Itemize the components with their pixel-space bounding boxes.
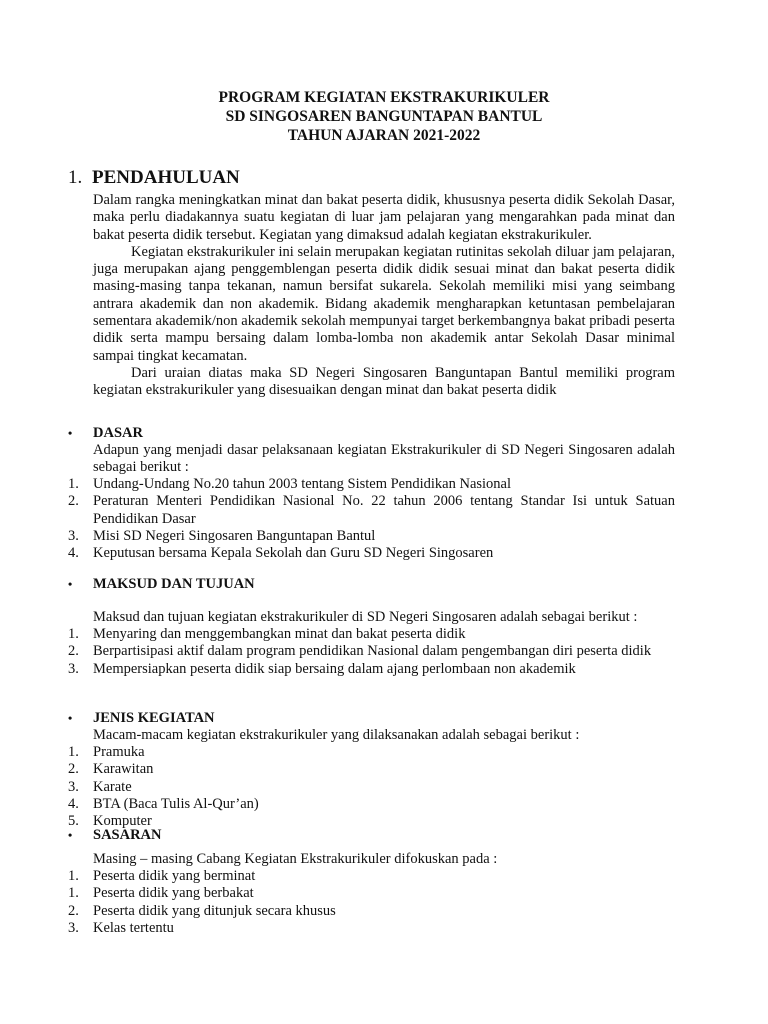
maksud-intro xyxy=(93,609,675,626)
bullet-icon: • xyxy=(68,711,73,725)
list-item: 1. Pramuka xyxy=(68,744,145,760)
jenis-intro xyxy=(93,727,675,744)
paragraph: Kegiatan ekstrakurikuler ini selain merupakan kegiatan rutinitas sekolah diluar jam pelajaran, juga merupakan ajang penggemblengan peserta didik didik sesuai minat dan bakat peserta didik masing-masing tanpa tekanan, namun bersifat sukarela. Sekolah memiliki misi yang seimbang antrara akademik dan non akademik. Bidang akademik mengharapkan ketuntasan pembelajaran sementara akademik/non akademik sekolah mempunyai target berkembangnya bakat pribadi peserta didik serta mampu bersaing dalam lomba-lomba non akademik antar Sekolah Dasar minimal sampai tingkat kecamatan. xyxy=(93,243,675,364)
bullet-icon: • xyxy=(68,828,73,842)
paragraph: Masing – masing Cabang Kegiatan Ekstrakurikuler difokuskan pada : xyxy=(93,851,498,867)
list-item: 4. Keputusan bersama Kepala Sekolah dan Guru SD Negeri Singosaren xyxy=(68,545,494,562)
section-title: SASARAN xyxy=(93,827,162,843)
list-item: 3. Karate xyxy=(68,778,132,795)
list-item: 2. Peraturan Menteri Pendidikan Nasional No. 22 tahun 2006 tentang Standar Isi untuk Satuan Pendidikan Dasar xyxy=(68,493,675,527)
list-item: 1. Peserta didik yang berbakat xyxy=(68,885,254,902)
paragraph: Macam-macam kegiatan ekstrakurikuler yang dilaksanakan adalah sebagai berikut : xyxy=(93,727,580,743)
section-title: JENIS KEGIATAN xyxy=(93,710,215,726)
list-item: 3. Mempersiapkan peserta didik siap bersaing dalam ajang perlombaan non akademik xyxy=(68,660,576,677)
bullet-icon: • xyxy=(68,426,73,440)
bullet-icon: • xyxy=(68,577,73,591)
title-line-1: PROGRAM KEGIATAN EKSTRAKURIKULER xyxy=(218,89,550,106)
section-number: 1. xyxy=(68,167,83,188)
paragraph: Dalam rangka meningkatkan minat dan bakat peserta didik, khususnya peserta didik Sekolah Dasar, maka perlu diadakannya suatu kegiatan di luar jam pelajaran yang mengarahkan pada minat dan bakat peserta didik tersebut. Kegiatan yang dimaksud adalah kegiatan ekstrakurikuler. xyxy=(93,192,675,243)
jenis-list xyxy=(68,744,675,830)
section-title: PENDAHULUAN xyxy=(92,167,240,188)
title-line-3: TAHUN AJARAN 2021-2022 xyxy=(287,127,481,144)
section-pendahuluan-heading xyxy=(68,167,240,189)
list-item: 2. Berpartisipasi aktif dalam program pendidikan Nasional dalam pengembangan diri peserta didik xyxy=(68,643,652,660)
section-sasaran-heading xyxy=(68,827,162,844)
section-title: MAKSUD DAN TUJUAN xyxy=(93,576,255,592)
document-title xyxy=(0,88,768,145)
list-item: 3. Misi SD Negeri Singosaren Banguntapan Bantul xyxy=(68,527,376,544)
paragraph: Maksud dan tujuan kegiatan ekstrakurikuler di SD Negeri Singosaren adalah sebagai berikut : xyxy=(93,609,638,625)
list-item: 5. Komputer xyxy=(68,813,152,830)
section-title: DASAR xyxy=(93,425,143,441)
list-item: 2. Karawitan xyxy=(68,761,154,778)
sasaran-list xyxy=(68,868,675,937)
paragraph: Adapun yang menjadi dasar pelaksanaan kegiatan Ekstrakurikuler di SD Negeri Singosaren adalah sebagai berikut : xyxy=(93,442,675,476)
sasaran-intro xyxy=(93,851,675,868)
section-jenis-heading xyxy=(68,710,215,727)
list-item: 4. BTA (Baca Tulis Al-Qur’an) xyxy=(68,795,259,812)
maksud-list xyxy=(68,626,675,678)
dasar-intro xyxy=(93,442,675,477)
paragraph: Dari uraian diatas maka SD Negeri Singosaren Banguntapan Bantul memiliki program kegiatan ekstrakurikuler yang disesuaikan dengan minat dan bakat peserta didik xyxy=(93,364,675,399)
list-item: 1. Menyaring dan menggembangkan minat dan bakat peserta didik xyxy=(68,626,466,642)
list-item: 3. Kelas tertentu xyxy=(68,919,174,936)
list-item: 1. Peserta didik yang berminat xyxy=(68,868,256,884)
pendahuluan-body xyxy=(93,192,675,400)
list-item: 1. Undang-Undang No.20 tahun 2003 tentang Sistem Pendidikan Nasional xyxy=(68,476,512,492)
dasar-list xyxy=(68,476,675,562)
section-maksud-heading xyxy=(68,576,255,593)
list-item: 2. Peserta didik yang ditunjuk secara khusus xyxy=(68,902,336,919)
title-line-2: SD SINGOSAREN BANGUNTAPAN BANTUL xyxy=(225,108,543,125)
section-dasar-heading xyxy=(68,425,143,442)
